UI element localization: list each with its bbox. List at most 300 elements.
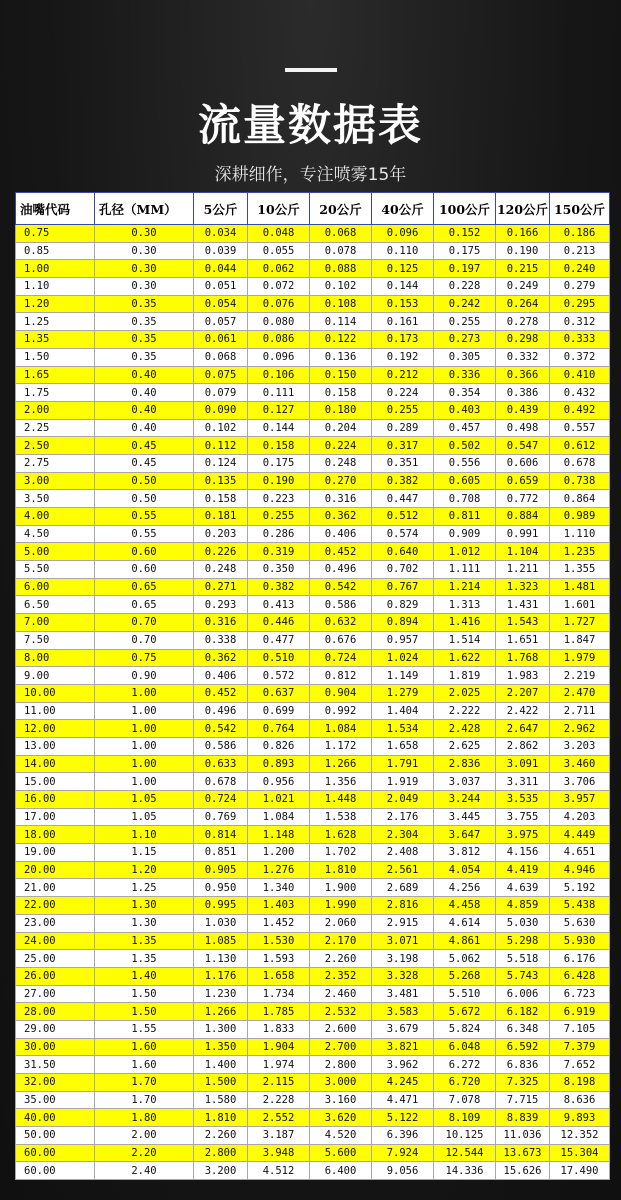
bore-cell: 0.35 <box>95 295 194 313</box>
nozzle-code-cell: 0.85 <box>16 242 95 260</box>
flow-150kg-cell: 0.186 <box>550 225 610 243</box>
flow-100kg-cell: 6.720 <box>434 1074 496 1092</box>
table-row <box>16 967 610 985</box>
flow-20kg-cell: 0.108 <box>310 295 372 313</box>
flow-10kg-cell: 2.552 <box>248 1109 310 1127</box>
page-subtitle: 深耕细作，专注喷雾15年 <box>214 165 407 185</box>
flow-40kg-cell: 0.894 <box>372 614 434 632</box>
flow-40kg-cell: 0.351 <box>372 454 434 472</box>
nozzle-code-cell: 25.00 <box>16 950 95 968</box>
flow-40kg-cell: 2.915 <box>372 914 434 932</box>
flow-120kg-cell: 0.606 <box>496 454 550 472</box>
flow-100kg-cell: 0.708 <box>434 490 496 508</box>
flow-120kg-cell: 0.498 <box>496 419 550 437</box>
nozzle-code-cell: 23.00 <box>16 914 95 932</box>
flow-120kg-cell: 3.975 <box>496 826 550 844</box>
flow-5kg-cell: 0.293 <box>194 596 248 614</box>
bore-cell: 1.05 <box>95 808 194 826</box>
table-row <box>16 614 610 632</box>
table-row <box>16 684 610 702</box>
flow-150kg-cell: 7.652 <box>550 1056 610 1074</box>
flow-120kg-cell: 1.651 <box>496 631 550 649</box>
flow-40kg-cell: 2.689 <box>372 879 434 897</box>
flow-5kg-cell: 1.030 <box>194 914 248 932</box>
flow-40kg-cell: 0.574 <box>372 525 434 543</box>
flow-20kg-cell: 0.362 <box>310 508 372 526</box>
flow-20kg-cell: 0.406 <box>310 525 372 543</box>
flow-5kg-cell: 1.400 <box>194 1056 248 1074</box>
flow-5kg-cell: 0.034 <box>194 225 248 243</box>
column-header-150kg: 150公斤 <box>550 193 610 225</box>
flow-40kg-cell: 9.056 <box>372 1162 434 1180</box>
flow-5kg-cell: 1.580 <box>194 1091 248 1109</box>
flow-150kg-cell: 0.295 <box>550 295 610 313</box>
nozzle-code-cell: 9.00 <box>16 667 95 685</box>
flow-20kg-cell: 0.078 <box>310 242 372 260</box>
flow-150kg-cell: 7.379 <box>550 1038 610 1056</box>
flow-150kg-cell: 9.893 <box>550 1109 610 1127</box>
nozzle-code-cell: 12.00 <box>16 720 95 738</box>
flow-40kg-cell: 0.767 <box>372 578 434 596</box>
flow-120kg-cell: 5.030 <box>496 914 550 932</box>
nozzle-code-cell: 6.00 <box>16 578 95 596</box>
flow-5kg-cell: 0.362 <box>194 649 248 667</box>
table-row <box>16 702 610 720</box>
flow-10kg-cell: 0.382 <box>248 578 310 596</box>
flow-10kg-cell: 0.080 <box>248 313 310 331</box>
flow-120kg-cell: 15.626 <box>496 1162 550 1180</box>
flow-5kg-cell: 0.678 <box>194 773 248 791</box>
flow-120kg-cell: 0.215 <box>496 260 550 278</box>
flow-100kg-cell: 0.242 <box>434 295 496 313</box>
flow-40kg-cell: 3.679 <box>372 1020 434 1038</box>
flow-120kg-cell: 2.207 <box>496 684 550 702</box>
nozzle-code-cell: 1.25 <box>16 313 95 331</box>
flow-150kg-cell: 1.110 <box>550 525 610 543</box>
flow-120kg-cell: 11.036 <box>496 1127 550 1145</box>
flow-10kg-cell: 0.076 <box>248 295 310 313</box>
flow-10kg-cell: 0.111 <box>248 384 310 402</box>
flow-150kg-cell: 1.355 <box>550 561 610 579</box>
flow-150kg-cell: 0.213 <box>550 242 610 260</box>
flow-5kg-cell: 0.542 <box>194 720 248 738</box>
flow-100kg-cell: 0.556 <box>434 454 496 472</box>
nozzle-code-cell: 3.00 <box>16 472 95 490</box>
flow-20kg-cell: 3.160 <box>310 1091 372 1109</box>
flow-120kg-cell: 4.859 <box>496 897 550 915</box>
table-row <box>16 525 610 543</box>
table-row <box>16 808 610 826</box>
nozzle-code-cell: 13.00 <box>16 737 95 755</box>
flow-20kg-cell: 1.628 <box>310 826 372 844</box>
flow-120kg-cell: 6.348 <box>496 1020 550 1038</box>
flow-20kg-cell: 1.900 <box>310 879 372 897</box>
flow-10kg-cell: 0.477 <box>248 631 310 649</box>
flow-100kg-cell: 1.111 <box>434 561 496 579</box>
flow-150kg-cell: 1.235 <box>550 543 610 561</box>
flow-40kg-cell: 0.110 <box>372 242 434 260</box>
flow-40kg-cell: 0.192 <box>372 348 434 366</box>
flow-40kg-cell: 0.161 <box>372 313 434 331</box>
flow-40kg-cell: 0.702 <box>372 561 434 579</box>
flow-5kg-cell: 0.079 <box>194 384 248 402</box>
table-row <box>16 260 610 278</box>
bore-cell: 2.00 <box>95 1127 194 1145</box>
flow-10kg-cell: 0.637 <box>248 684 310 702</box>
table-row <box>16 1127 610 1145</box>
bore-cell: 0.30 <box>95 278 194 296</box>
flow-120kg-cell: 0.278 <box>496 313 550 331</box>
flow-5kg-cell: 0.338 <box>194 631 248 649</box>
flow-120kg-cell: 0.190 <box>496 242 550 260</box>
flow-100kg-cell: 1.214 <box>434 578 496 596</box>
flow-40kg-cell: 0.512 <box>372 508 434 526</box>
flow-100kg-cell: 5.672 <box>434 1003 496 1021</box>
table-header-row <box>16 193 610 225</box>
table-row <box>16 348 610 366</box>
flow-20kg-cell: 1.084 <box>310 720 372 738</box>
flow-100kg-cell: 1.012 <box>434 543 496 561</box>
table-row <box>16 578 610 596</box>
flow-120kg-cell: 3.755 <box>496 808 550 826</box>
flow-10kg-cell: 1.593 <box>248 950 310 968</box>
flow-150kg-cell: 17.490 <box>550 1162 610 1180</box>
flow-10kg-cell: 1.974 <box>248 1056 310 1074</box>
bore-cell: 0.35 <box>95 348 194 366</box>
bore-cell: 0.60 <box>95 543 194 561</box>
flow-40kg-cell: 0.317 <box>372 437 434 455</box>
flow-150kg-cell: 5.930 <box>550 932 610 950</box>
flow-100kg-cell: 6.272 <box>434 1056 496 1074</box>
flow-10kg-cell: 1.530 <box>248 932 310 950</box>
flow-5kg-cell: 0.124 <box>194 454 248 472</box>
bore-cell: 1.30 <box>95 897 194 915</box>
flow-5kg-cell: 0.158 <box>194 490 248 508</box>
flow-20kg-cell: 1.810 <box>310 861 372 879</box>
flow-150kg-cell: 8.636 <box>550 1091 610 1109</box>
flow-100kg-cell: 0.197 <box>434 260 496 278</box>
flow-40kg-cell: 3.821 <box>372 1038 434 1056</box>
table-row <box>16 985 610 1003</box>
nozzle-code-cell: 2.75 <box>16 454 95 472</box>
flow-120kg-cell: 0.991 <box>496 525 550 543</box>
flow-20kg-cell: 2.700 <box>310 1038 372 1056</box>
column-header-5kg: 5公斤 <box>194 193 248 225</box>
flow-150kg-cell: 5.192 <box>550 879 610 897</box>
flow-10kg-cell: 0.350 <box>248 561 310 579</box>
flow-10kg-cell: 0.319 <box>248 543 310 561</box>
flow-10kg-cell: 0.175 <box>248 454 310 472</box>
flow-5kg-cell: 0.181 <box>194 508 248 526</box>
flow-20kg-cell: 0.542 <box>310 578 372 596</box>
bore-cell: 0.40 <box>95 419 194 437</box>
flow-150kg-cell: 12.352 <box>550 1127 610 1145</box>
flow-5kg-cell: 1.085 <box>194 932 248 950</box>
flow-10kg-cell: 0.072 <box>248 278 310 296</box>
flow-100kg-cell: 4.458 <box>434 897 496 915</box>
flow-data-table <box>15 192 609 1176</box>
flow-20kg-cell: 0.136 <box>310 348 372 366</box>
column-header-nozzle-code: 油嘴代码 <box>16 193 95 225</box>
nozzle-code-cell: 20.00 <box>16 861 95 879</box>
bore-cell: 1.55 <box>95 1020 194 1038</box>
flow-5kg-cell: 0.226 <box>194 543 248 561</box>
table-row <box>16 914 610 932</box>
nozzle-code-cell: 7.50 <box>16 631 95 649</box>
nozzle-code-cell: 30.00 <box>16 1038 95 1056</box>
flow-20kg-cell: 0.812 <box>310 667 372 685</box>
flow-120kg-cell: 5.743 <box>496 967 550 985</box>
flow-100kg-cell: 3.812 <box>434 844 496 862</box>
nozzle-code-cell: 1.50 <box>16 348 95 366</box>
nozzle-code-cell: 16.00 <box>16 791 95 809</box>
flow-5kg-cell: 0.814 <box>194 826 248 844</box>
flow-40kg-cell: 0.289 <box>372 419 434 437</box>
flow-20kg-cell: 1.538 <box>310 808 372 826</box>
flow-40kg-cell: 2.408 <box>372 844 434 862</box>
bore-cell: 1.70 <box>95 1091 194 1109</box>
flow-40kg-cell: 4.471 <box>372 1091 434 1109</box>
bore-cell: 2.40 <box>95 1162 194 1180</box>
flow-5kg-cell: 0.452 <box>194 684 248 702</box>
flow-5kg-cell: 1.176 <box>194 967 248 985</box>
nozzle-code-cell: 2.50 <box>16 437 95 455</box>
flow-5kg-cell: 1.266 <box>194 1003 248 1021</box>
flow-150kg-cell: 8.198 <box>550 1074 610 1092</box>
flow-20kg-cell: 2.260 <box>310 950 372 968</box>
flow-40kg-cell: 1.404 <box>372 702 434 720</box>
table-row <box>16 278 610 296</box>
nozzle-code-cell: 1.10 <box>16 278 95 296</box>
flow-100kg-cell: 2.222 <box>434 702 496 720</box>
flow-100kg-cell: 10.125 <box>434 1127 496 1145</box>
flow-5kg-cell: 0.039 <box>194 242 248 260</box>
bore-cell: 1.00 <box>95 720 194 738</box>
bore-cell: 0.65 <box>95 596 194 614</box>
flow-20kg-cell: 2.170 <box>310 932 372 950</box>
bore-cell: 0.45 <box>95 454 194 472</box>
flow-20kg-cell: 0.632 <box>310 614 372 632</box>
bore-cell: 1.00 <box>95 773 194 791</box>
table-row <box>16 401 610 419</box>
flow-40kg-cell: 1.534 <box>372 720 434 738</box>
bore-cell: 0.55 <box>95 508 194 526</box>
flow-120kg-cell: 0.298 <box>496 331 550 349</box>
flow-120kg-cell: 4.419 <box>496 861 550 879</box>
flow-150kg-cell: 6.176 <box>550 950 610 968</box>
table-row <box>16 879 610 897</box>
flow-100kg-cell: 0.605 <box>434 472 496 490</box>
bore-cell: 1.60 <box>95 1056 194 1074</box>
flow-40kg-cell: 1.791 <box>372 755 434 773</box>
flow-20kg-cell: 0.248 <box>310 454 372 472</box>
column-header-bore: 孔径（MM） <box>95 193 194 225</box>
flow-150kg-cell: 3.460 <box>550 755 610 773</box>
nozzle-code-cell: 40.00 <box>16 1109 95 1127</box>
flow-40kg-cell: 0.212 <box>372 366 434 384</box>
flow-10kg-cell: 0.893 <box>248 755 310 773</box>
flow-20kg-cell: 0.204 <box>310 419 372 437</box>
flow-120kg-cell: 1.543 <box>496 614 550 632</box>
table-row <box>16 366 610 384</box>
table-row <box>16 384 610 402</box>
flow-10kg-cell: 0.106 <box>248 366 310 384</box>
nozzle-code-cell: 21.00 <box>16 879 95 897</box>
nozzle-code-cell: 0.75 <box>16 225 95 243</box>
flow-150kg-cell: 4.651 <box>550 844 610 862</box>
flow-20kg-cell: 0.452 <box>310 543 372 561</box>
table-row <box>16 1056 610 1074</box>
table-row <box>16 932 610 950</box>
bore-cell: 0.40 <box>95 384 194 402</box>
flow-120kg-cell: 1.768 <box>496 649 550 667</box>
flow-120kg-cell: 0.249 <box>496 278 550 296</box>
table-row <box>16 791 610 809</box>
flow-10kg-cell: 0.572 <box>248 667 310 685</box>
flow-20kg-cell: 2.800 <box>310 1056 372 1074</box>
flow-40kg-cell: 1.024 <box>372 649 434 667</box>
column-header-120kg: 120公斤 <box>496 193 550 225</box>
flow-100kg-cell: 0.255 <box>434 313 496 331</box>
flow-10kg-cell: 1.734 <box>248 985 310 1003</box>
flow-20kg-cell: 0.270 <box>310 472 372 490</box>
flow-100kg-cell: 3.445 <box>434 808 496 826</box>
flow-100kg-cell: 3.244 <box>434 791 496 809</box>
flow-20kg-cell: 1.172 <box>310 737 372 755</box>
table-row <box>16 1162 610 1180</box>
flow-150kg-cell: 4.203 <box>550 808 610 826</box>
flow-5kg-cell: 0.586 <box>194 737 248 755</box>
flow-20kg-cell: 0.158 <box>310 384 372 402</box>
flow-120kg-cell: 0.439 <box>496 401 550 419</box>
flow-5kg-cell: 0.112 <box>194 437 248 455</box>
bore-cell: 1.50 <box>95 985 194 1003</box>
flow-100kg-cell: 5.268 <box>434 967 496 985</box>
flow-10kg-cell: 0.086 <box>248 331 310 349</box>
flow-100kg-cell: 2.428 <box>434 720 496 738</box>
flow-100kg-cell: 1.313 <box>434 596 496 614</box>
flow-120kg-cell: 4.156 <box>496 844 550 862</box>
table-row <box>16 861 610 879</box>
bore-cell: 0.30 <box>95 260 194 278</box>
flow-5kg-cell: 0.769 <box>194 808 248 826</box>
flow-120kg-cell: 0.884 <box>496 508 550 526</box>
flow-40kg-cell: 0.447 <box>372 490 434 508</box>
flow-5kg-cell: 0.633 <box>194 755 248 773</box>
nozzle-code-cell: 5.50 <box>16 561 95 579</box>
flow-5kg-cell: 0.905 <box>194 861 248 879</box>
flow-20kg-cell: 0.586 <box>310 596 372 614</box>
flow-20kg-cell: 0.150 <box>310 366 372 384</box>
flow-100kg-cell: 3.037 <box>434 773 496 791</box>
nozzle-code-cell: 4.50 <box>16 525 95 543</box>
flow-10kg-cell: 1.785 <box>248 1003 310 1021</box>
flow-5kg-cell: 0.995 <box>194 897 248 915</box>
flow-10kg-cell: 1.904 <box>248 1038 310 1056</box>
table-row <box>16 1038 610 1056</box>
bore-cell: 1.05 <box>95 791 194 809</box>
nozzle-code-cell: 8.00 <box>16 649 95 667</box>
flow-20kg-cell: 0.088 <box>310 260 372 278</box>
flow-150kg-cell: 0.333 <box>550 331 610 349</box>
flow-40kg-cell: 2.049 <box>372 791 434 809</box>
flow-10kg-cell: 0.096 <box>248 348 310 366</box>
flow-40kg-cell: 0.957 <box>372 631 434 649</box>
flow-150kg-cell: 1.979 <box>550 649 610 667</box>
bore-cell: 0.35 <box>95 331 194 349</box>
flow-120kg-cell: 0.772 <box>496 490 550 508</box>
flow-10kg-cell: 1.200 <box>248 844 310 862</box>
flow-100kg-cell: 0.502 <box>434 437 496 455</box>
bore-cell: 1.10 <box>95 826 194 844</box>
flow-20kg-cell: 0.676 <box>310 631 372 649</box>
flow-120kg-cell: 7.715 <box>496 1091 550 1109</box>
table-row <box>16 667 610 685</box>
table-row <box>16 225 610 243</box>
flow-10kg-cell: 1.452 <box>248 914 310 932</box>
bore-cell: 1.35 <box>95 950 194 968</box>
flow-40kg-cell: 3.481 <box>372 985 434 1003</box>
flow-40kg-cell: 0.829 <box>372 596 434 614</box>
flow-100kg-cell: 4.054 <box>434 861 496 879</box>
bore-cell: 0.50 <box>95 472 194 490</box>
table-row <box>16 1003 610 1021</box>
flow-10kg-cell: 1.021 <box>248 791 310 809</box>
flow-20kg-cell: 5.600 <box>310 1144 372 1162</box>
flow-40kg-cell: 0.640 <box>372 543 434 561</box>
bore-cell: 0.65 <box>95 578 194 596</box>
flow-10kg-cell: 2.228 <box>248 1091 310 1109</box>
flow-150kg-cell: 7.105 <box>550 1020 610 1038</box>
table-row <box>16 490 610 508</box>
flow-100kg-cell: 4.256 <box>434 879 496 897</box>
flow-120kg-cell: 3.091 <box>496 755 550 773</box>
flow-5kg-cell: 0.075 <box>194 366 248 384</box>
nozzle-code-cell: 10.00 <box>16 684 95 702</box>
bore-cell: 0.40 <box>95 401 194 419</box>
flow-40kg-cell: 7.924 <box>372 1144 434 1162</box>
flow-120kg-cell: 1.104 <box>496 543 550 561</box>
nozzle-code-cell: 2.00 <box>16 401 95 419</box>
flow-10kg-cell: 0.413 <box>248 596 310 614</box>
flow-20kg-cell: 1.990 <box>310 897 372 915</box>
flow-120kg-cell: 7.325 <box>496 1074 550 1092</box>
flow-10kg-cell: 0.062 <box>248 260 310 278</box>
flow-10kg-cell: 0.055 <box>248 242 310 260</box>
flow-100kg-cell: 5.510 <box>434 985 496 1003</box>
bore-cell: 1.15 <box>95 844 194 862</box>
flow-120kg-cell: 2.862 <box>496 737 550 755</box>
flow-100kg-cell: 4.614 <box>434 914 496 932</box>
nozzle-code-cell: 1.65 <box>16 366 95 384</box>
flow-10kg-cell: 0.956 <box>248 773 310 791</box>
flow-10kg-cell: 0.826 <box>248 737 310 755</box>
flow-40kg-cell: 1.149 <box>372 667 434 685</box>
flow-150kg-cell: 0.738 <box>550 472 610 490</box>
flow-100kg-cell: 0.336 <box>434 366 496 384</box>
flow-10kg-cell: 1.833 <box>248 1020 310 1038</box>
flow-10kg-cell: 3.948 <box>248 1144 310 1162</box>
flow-5kg-cell: 2.260 <box>194 1127 248 1145</box>
flow-150kg-cell: 0.492 <box>550 401 610 419</box>
flow-100kg-cell: 0.457 <box>434 419 496 437</box>
flow-150kg-cell: 0.279 <box>550 278 610 296</box>
flow-150kg-cell: 4.449 <box>550 826 610 844</box>
flow-120kg-cell: 5.518 <box>496 950 550 968</box>
nozzle-code-cell: 15.00 <box>16 773 95 791</box>
table-row <box>16 631 610 649</box>
flow-10kg-cell: 0.048 <box>248 225 310 243</box>
